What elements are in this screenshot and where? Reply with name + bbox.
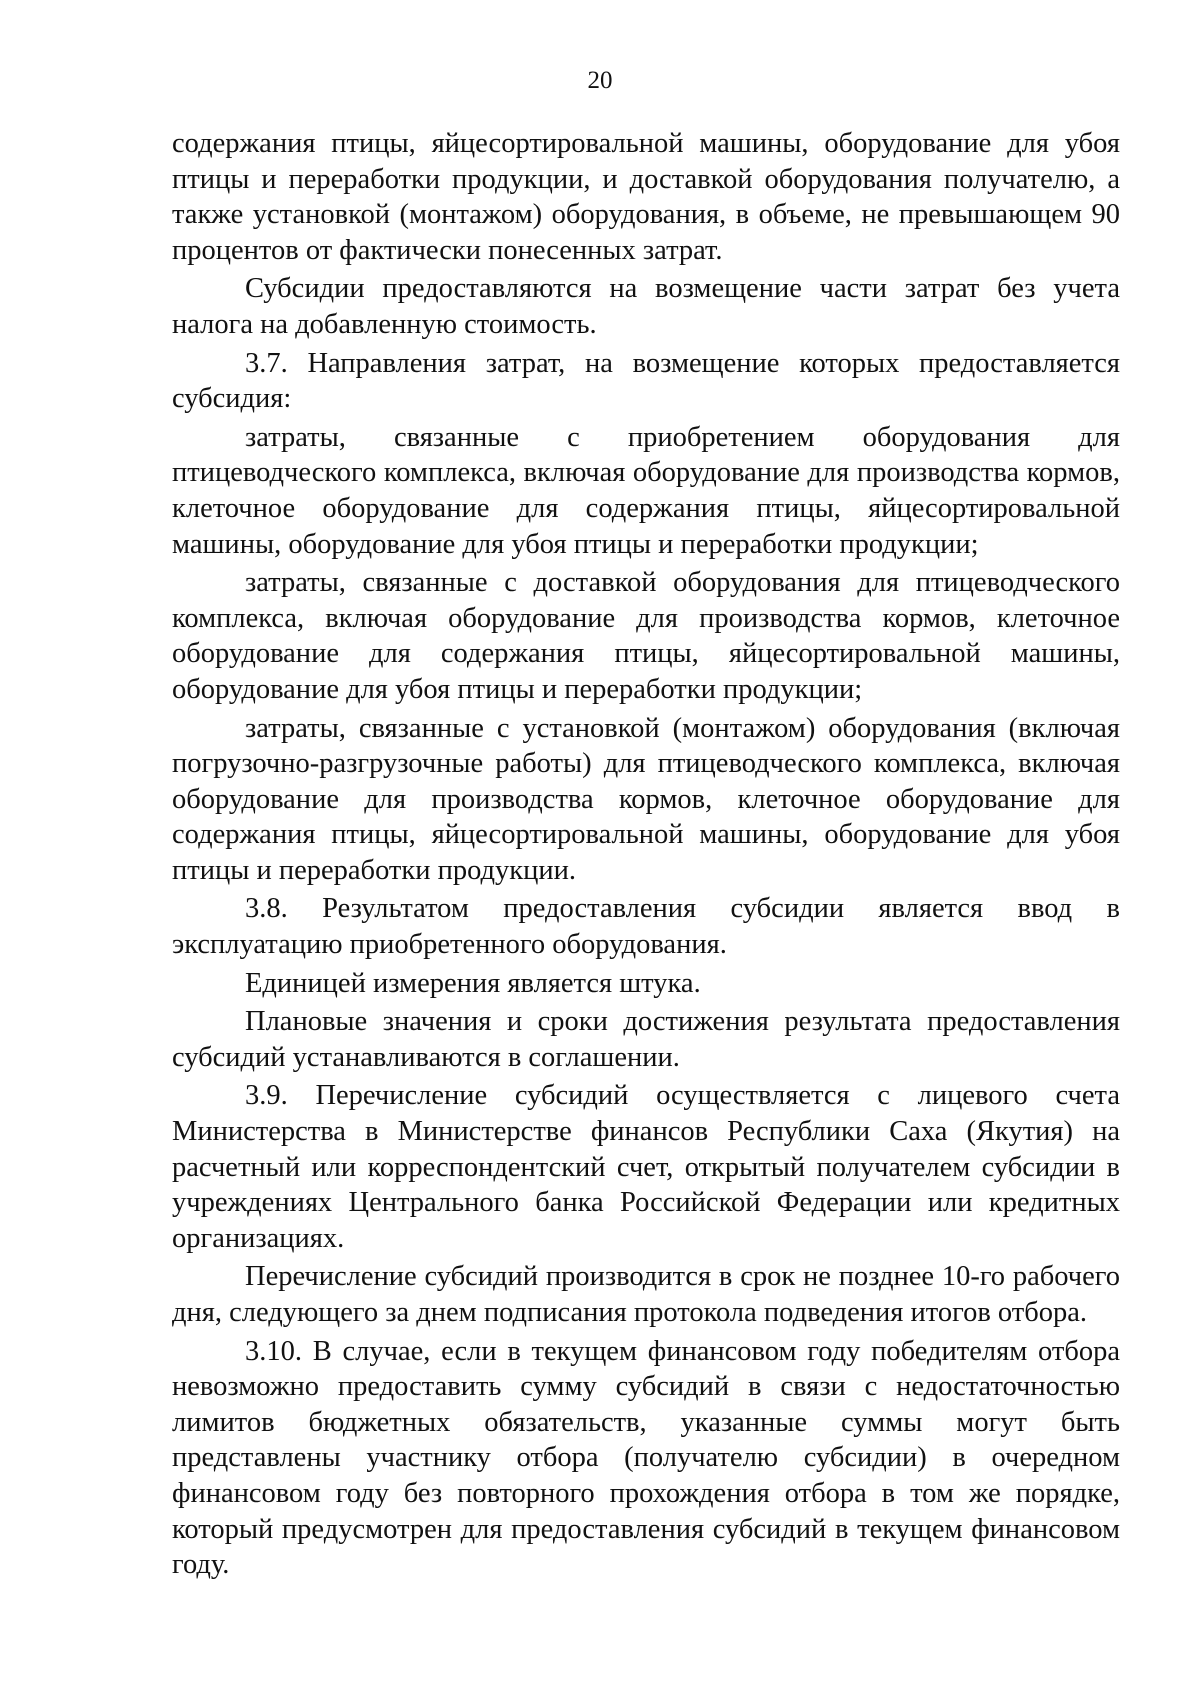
paragraph-continuation: содержания птицы, яйцесортировальной машины, оборудование для убоя птицы и переработки продукции, и доставкой оборудования получателю, а также установкой (монтажом) оборудования, в объеме, не превышающем 90 процентов от фактически понесенных затрат. — [172, 128, 1120, 266]
paragraph-cost-installation: затраты, связанные с установкой (монтажом) оборудования (включая погрузочно-разгрузочные работы) для птицеводческого комплекса, включая оборудование для производства кормов, клеточное оборудование для содержания птицы, яйцесортировальной машины, оборудование для убоя птицы и переработки продукции. — [172, 712, 1120, 886]
paragraph-unit-of-measure: Единицей измерения является штука. — [245, 967, 701, 999]
paragraph-3-7: 3.7. Направления затрат, на возмещение которых предоставляется субсидия: — [172, 347, 1120, 415]
document-body — [172, 126, 1120, 1583]
paragraph-planned-values: Плановые значения и сроки достижения результата предоставления субсидий устанавливаются в соглашении. — [172, 1006, 1120, 1073]
paragraph-transfer-deadline: Перечисление субсидий производится в срок не позднее 10-го рабочего дня, следующего за днем подписания протокола подведения итогов отбора. — [172, 1261, 1120, 1328]
page-number: 20 — [587, 67, 613, 94]
paragraph-cost-delivery: затраты, связанные с доставкой оборудования для птицеводческого комплекса, включая оборудование для производства кормов, клеточное оборудование для содержания птицы, яйцесортировальной машины, оборудование для убоя птицы и переработки продукции; — [172, 567, 1120, 705]
paragraph-3-8: 3.8. Результатом предоставления субсидии является ввод в эксплуатацию приобретенного оборудования. — [172, 893, 1120, 961]
paragraph-3-10: 3.10. В случае, если в текущем финансовом году победителям отбора невозможно предоставить сумму субсидий в связи с недостаточностью лимитов бюджетных обязательств, указанные суммы могут быть представлены участнику отбора (получателю субсидии) в очередном финансовом году без повторного прохождения отбора в том же порядке, который предусмотрен для предоставления субсидий в текущем финансовом году. — [172, 1335, 1120, 1581]
paragraph-subsidy-vat: Субсидии предоставляются на возмещение части затрат без учета налога на добавленную стоимость. — [172, 273, 1120, 340]
paragraph-cost-acquisition: затраты, связанные с приобретением оборудования для птицеводческого комплекса, включая оборудование для производства кормов, клеточное оборудование для содержания птицы, яйцесортировальной машины, оборудование для убоя птицы и переработки продукции; — [172, 421, 1120, 560]
paragraph-3-9: 3.9. Перечисление субсидий осуществляется с лицевого счета Министерства в Министерстве финансов Республики Саха (Якутия) на расчетный или корреспондентский счет, открытый получателем субсидии в учреждениях Центрального банка Российской Федерации или кредитных организациях. — [172, 1080, 1120, 1254]
